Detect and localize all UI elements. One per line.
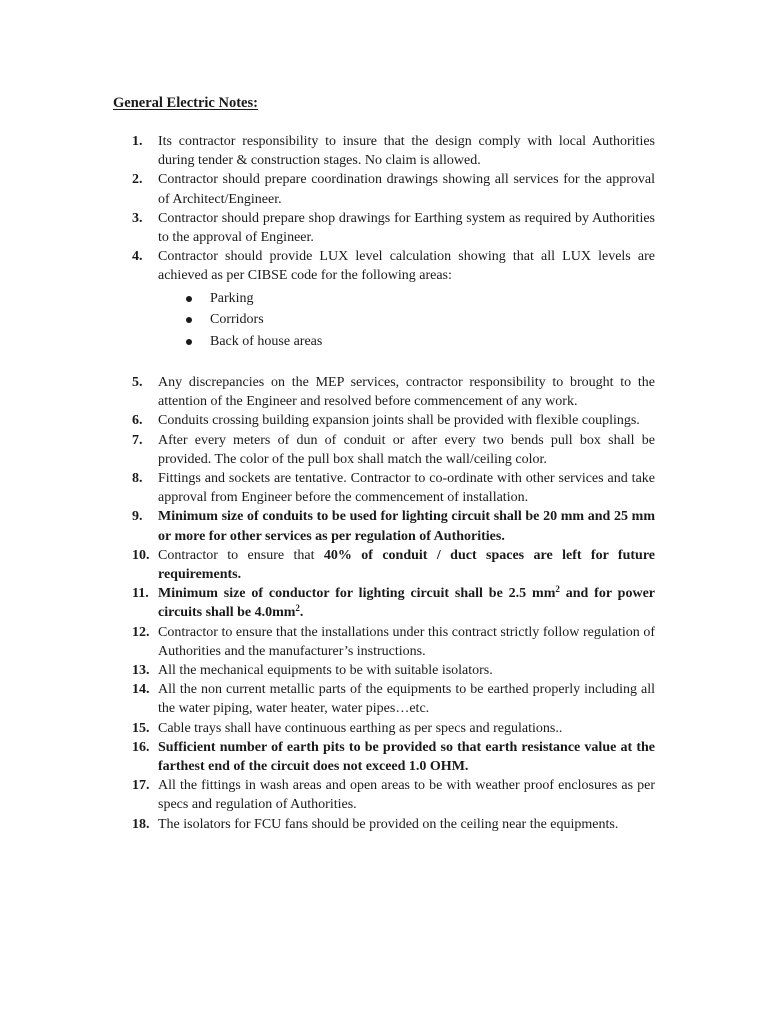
note-number: 10. bbox=[132, 547, 150, 563]
note-number: 8. bbox=[132, 471, 143, 487]
superscript: 2 bbox=[555, 584, 560, 595]
note-number: 13. bbox=[132, 663, 150, 679]
note-text-part-a: Minimum size of conductor for lighting circuit shall be 2.5 mm bbox=[158, 586, 556, 602]
note-text: Cable trays shall have continuous earthing as per specs and regulations.. bbox=[158, 720, 563, 736]
note-text-plain: Contractor to ensure that bbox=[158, 547, 324, 563]
bullet-icon bbox=[186, 317, 192, 323]
note-number: 1. bbox=[132, 134, 143, 149]
note-number: 15. bbox=[132, 720, 150, 736]
note-text-part-c: . bbox=[299, 605, 304, 621]
spacer bbox=[158, 354, 655, 373]
note-text bbox=[158, 586, 655, 620]
note-text: Contractor should provide LUX level calculation showing that all LUX levels are achieved as per CIBSE code for the following areas: bbox=[158, 249, 655, 284]
note-number: 9. bbox=[132, 509, 143, 525]
note-item-12 bbox=[132, 623, 655, 661]
sublist-item bbox=[183, 310, 655, 329]
page-title: General Electric Notes: bbox=[113, 95, 258, 111]
note-text: Its contractor responsibility to insure that the design comply with local Authorities during tender & construction stages. No claim is allowed. bbox=[158, 134, 655, 169]
note-item-17 bbox=[132, 776, 655, 814]
note-text: After every meters of dun of conduit or after every two bends pull box shall be provided. The color of the pull box shall match the wall/ceiling color. bbox=[158, 432, 655, 467]
note-text bbox=[158, 548, 655, 582]
sublist-item bbox=[183, 289, 655, 308]
note-number: 14. bbox=[132, 682, 150, 698]
note-number: 17. bbox=[132, 778, 150, 794]
note-text: All the non current metallic parts of the equipments to be earthed properly including all the water piping, water heater, water pipes…etc. bbox=[158, 682, 655, 717]
note-number: 3. bbox=[132, 210, 143, 226]
note-item-11 bbox=[132, 584, 655, 622]
note-number: 6. bbox=[132, 413, 143, 429]
note-text: Contractor should prepare coordination drawings showing all services for the approval of Architect/Engineer. bbox=[158, 172, 655, 207]
note-number: 12. bbox=[132, 624, 150, 640]
notes-list bbox=[132, 132, 655, 834]
sublist-item-label: Back of house areas bbox=[210, 334, 323, 350]
note-text: Fittings and sockets are tentative. Contractor to co-ordinate with other services and take approval from Engineer before the commencement of installation. bbox=[158, 471, 655, 506]
note-number: 18. bbox=[132, 816, 150, 832]
note-text: All the mechanical equipments to be with suitable isolators. bbox=[158, 663, 493, 679]
note-item-16 bbox=[132, 738, 655, 776]
note-text: Minimum size of conduits to be used for lighting circuit shall be 20 mm and 25 mm or more for other services as per regulation of Authorities. bbox=[158, 509, 655, 544]
note-text: Sufficient number of earth pits to be provided so that earth resistance value at the farthest end of the circuit does not exceed 1.0 OHM. bbox=[158, 739, 655, 775]
note-item-8 bbox=[132, 469, 655, 507]
note-text: The isolators for FCU fans should be provided on the ceiling near the equipments. bbox=[158, 816, 619, 832]
note-item-10 bbox=[132, 546, 655, 584]
note-number: 5. bbox=[132, 375, 143, 391]
note-text: Contractor should prepare shop drawings for Earthing system as required by Authorities to the approval of Engineer. bbox=[158, 210, 655, 246]
note-number: 2. bbox=[132, 172, 143, 188]
note-item-4 bbox=[132, 247, 655, 373]
note-item-14 bbox=[132, 680, 655, 718]
bullet-icon bbox=[186, 339, 192, 345]
note-number: 11. bbox=[132, 586, 149, 602]
note-text: All the fittings in wash areas and open areas to be with weather proof enclosures as per specs and regulation of Authorities. bbox=[158, 778, 655, 813]
area-sublist bbox=[158, 289, 655, 352]
note-item-5 bbox=[132, 373, 655, 411]
note-number: 7. bbox=[132, 432, 143, 448]
note-item-3 bbox=[132, 209, 655, 247]
note-item-9 bbox=[132, 507, 655, 545]
sublist-item-label: Parking bbox=[210, 290, 254, 306]
note-number: 4. bbox=[132, 249, 143, 265]
bullet-icon bbox=[186, 296, 192, 302]
sublist-item bbox=[183, 332, 655, 351]
note-item-6 bbox=[132, 411, 655, 430]
note-text: Any discrepancies on the MEP services, contractor responsibility to brought to the attention of the Engineer and resolved before commencement of any work. bbox=[158, 375, 655, 410]
note-number: 16. bbox=[132, 739, 150, 755]
note-item-7 bbox=[132, 431, 655, 469]
note-item-15 bbox=[132, 719, 655, 738]
note-text-part-b: and for power circuits shall be 4.0mm bbox=[158, 586, 655, 621]
note-item-2 bbox=[132, 170, 655, 208]
note-item-13 bbox=[132, 661, 655, 680]
sublist-item-label: Corridors bbox=[210, 312, 264, 328]
note-item-1 bbox=[132, 132, 655, 170]
note-item-18 bbox=[132, 815, 655, 834]
note-text: Contractor to ensure that the installations under this contract strictly follow regulation of Authorities and the manufacturer’s instructions. bbox=[158, 624, 655, 659]
note-text-emphasis: 40% of conduit / duct spaces are left for future requirements. bbox=[158, 547, 656, 583]
superscript: 2 bbox=[295, 603, 300, 614]
note-text: Conduits crossing building expansion joints shall be provided with flexible couplings. bbox=[158, 413, 640, 429]
